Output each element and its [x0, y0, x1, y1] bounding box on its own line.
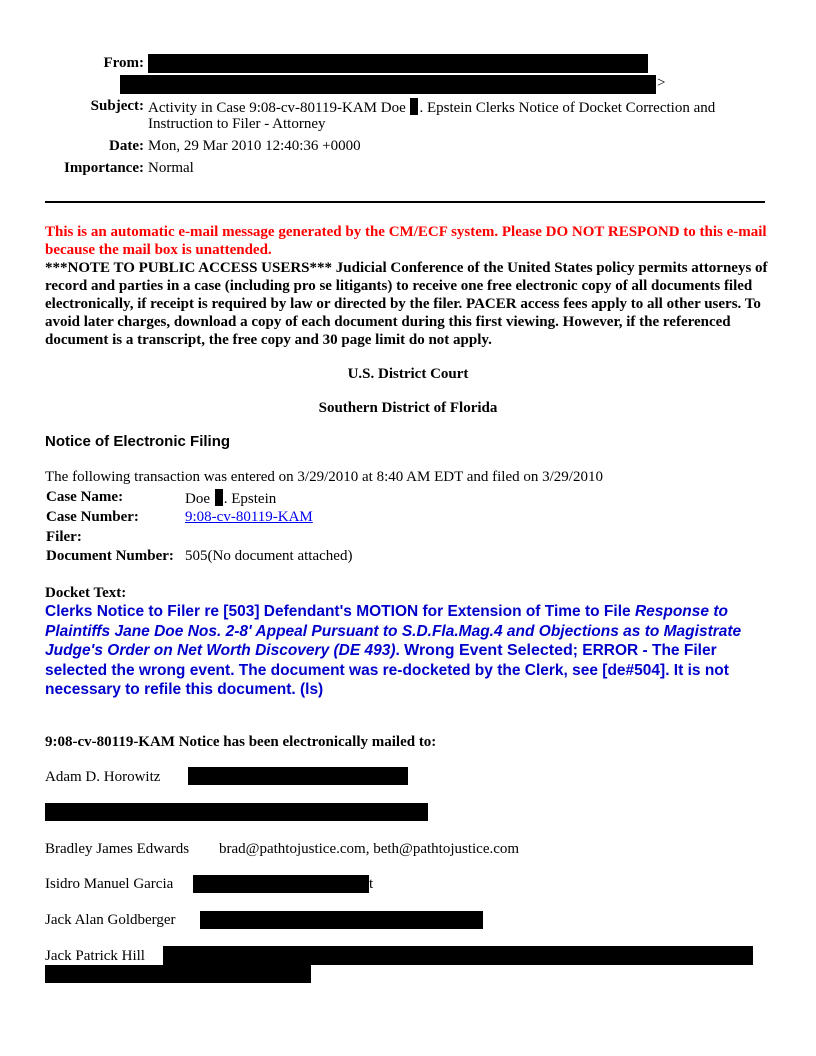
nef-title: Notice of Electronic Filing [45, 433, 231, 450]
subject-text-1: Activity in Case 9:08-cv-80119-KAM Doe [148, 100, 406, 116]
mailed-heading: 9:08-cv-80119-KAM Notice has been electronically mailed to: [45, 734, 437, 750]
redacted-recipient-email [45, 803, 428, 821]
recipient-name: Bradley James Edwards [45, 841, 190, 857]
importance-value: Normal [148, 160, 194, 176]
recipient-email-tail: t [369, 876, 374, 892]
case-number-link[interactable]: 9:08-cv-80119-KAM [185, 509, 313, 525]
importance-label: Importance: [64, 160, 144, 176]
redacted-case-name [215, 489, 223, 506]
docket-text-part3: ; ERROR - The Filer selected the wrong event. The document was re-docketed by the Clerk, see [de#504]. It is not necessary to refile this document. (ls) [45, 642, 729, 698]
from-suffix: > [657, 75, 666, 91]
document-number-label: Document Number: [46, 548, 174, 564]
redacted-recipient-email [45, 965, 311, 983]
docket-text-emph: Wrong Event Selected [404, 642, 573, 659]
recipient-name: Adam D. Horowitz [45, 769, 161, 785]
transaction-text: The following transaction was entered on 3/29/2010 at 8:40 AM EDT and filed on 3/29/2010 [45, 469, 603, 485]
date-label: Date: [109, 138, 144, 154]
recipient-email: brad@pathtojustice.com, beth@pathtojustice.com [219, 841, 520, 857]
docket-text-label: Docket Text: [45, 585, 127, 601]
redacted-from-line2 [120, 75, 656, 94]
from-label: From: [103, 55, 144, 71]
filer-label: Filer: [46, 529, 82, 545]
redacted-recipient-email [163, 946, 753, 965]
docket-text-italic: Response to Plaintiffs Jane Doe Nos. 2-8' Appeal Pursuant to S.D.Fla.Mag.4 and Objections as to Magistrate Judge's Order on Net Worth Discovery (DE 493) [45, 603, 742, 659]
court-name: U.S. District Court [347, 366, 469, 382]
date-value: Mon, 29 Mar 2010 12:40:36 +0000 [148, 138, 361, 154]
header-divider [45, 201, 765, 203]
case-name-text-1: Doe [185, 491, 210, 507]
recipient-name: Jack Patrick Hill [45, 948, 145, 964]
docket-text [45, 602, 775, 700]
auto-message-warning: This is an automatic e-mail message generated by the CM/ECF system. Please DO NOT RESPOND to this e-mail because the mail box is unattended. [45, 224, 767, 258]
redacted-recipient-email [188, 767, 408, 785]
subject-value-line2: Instruction to Filer - Attorney [148, 116, 326, 132]
redacted-recipient-email [200, 911, 483, 929]
subject-value [148, 98, 715, 117]
subject-text-2: . Epstein Clerks Notice of Docket Correction and [419, 100, 716, 116]
case-name-label: Case Name: [46, 489, 124, 505]
docket-text-part1: Clerks Notice to Filer re [503] Defendant's MOTION for Extension of Time to File [45, 603, 635, 620]
case-number-label: Case Number: [46, 509, 139, 525]
document-number-value: 505(No document attached) [185, 548, 353, 564]
recipient-name: Jack Alan Goldberger [45, 912, 176, 928]
docket-text-part2: . [395, 642, 405, 659]
case-name-value [185, 489, 276, 508]
public-access-notice: ***NOTE TO PUBLIC ACCESS USERS*** Judicial Conference of the United States policy permits attorneys of record and parties in a case (including pro se litigants) to receive one free electronic copy of all documents filed electronically, if receipt is required by law or directed by the filer. PACER access fees apply to all other users. To avoid later charges, download a copy of each document during this first viewing. However, if the referenced document is a transcript, the free copy and 30 page limit do not apply. [45, 260, 768, 348]
court-district: Southern District of Florida [318, 400, 498, 416]
redacted-subject-name [410, 98, 418, 115]
subject-label: Subject: [90, 98, 144, 114]
redacted-recipient-email [193, 875, 369, 893]
recipient-name: Isidro Manuel Garcia [45, 876, 174, 892]
case-name-text-2: . Epstein [223, 491, 277, 507]
redacted-from [148, 54, 648, 73]
